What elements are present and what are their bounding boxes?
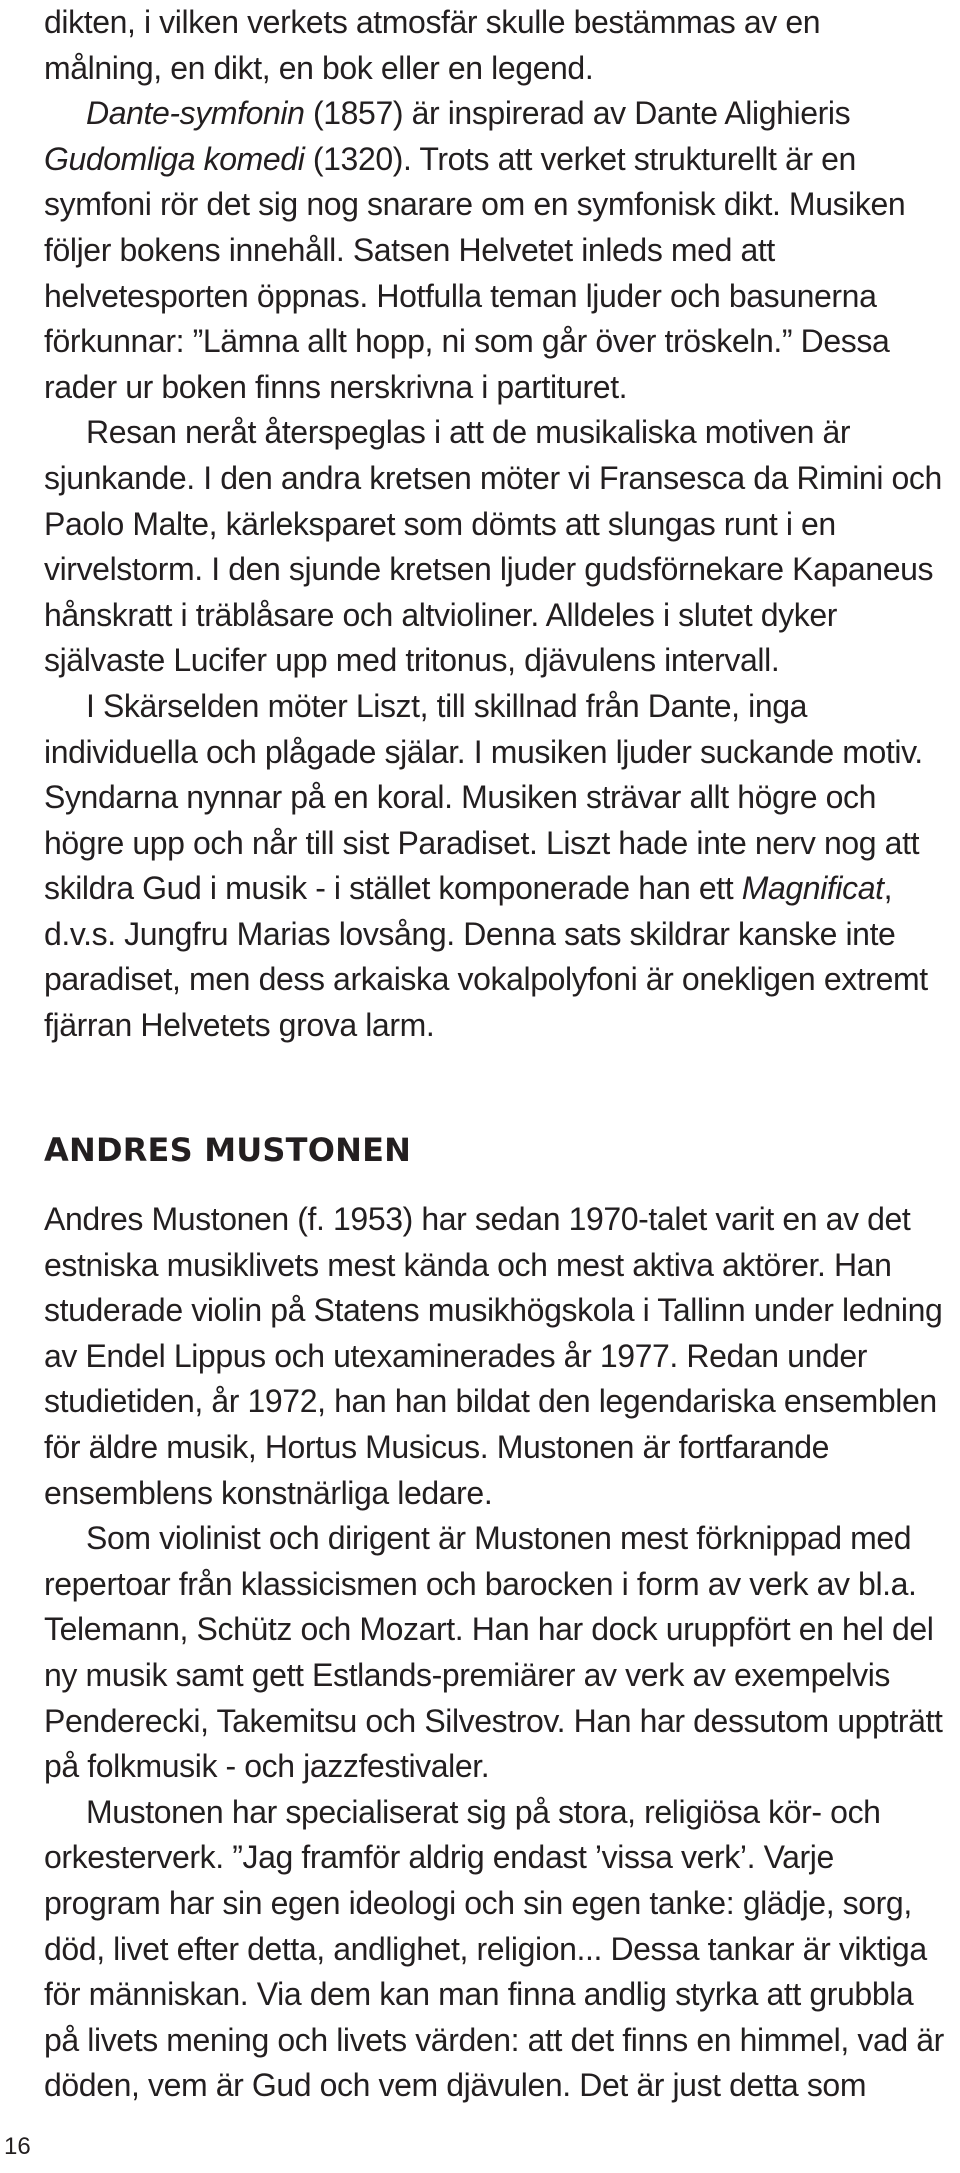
page-number: 16 bbox=[4, 2133, 31, 2160]
section-heading: ANDRES MUSTONEN bbox=[44, 1131, 412, 1169]
liszt-text-section bbox=[44, 0, 944, 1049]
paragraph-1: Andres Mustonen (f. 1953) har sedan 1970-talet varit en av det estniska musiklivets mest kända och mest aktiva aktörer. Han studerade violin på Statens musikhögskola i Tallinn under ledning av Endel Lippus och utexaminerades år 1977. Redan under studietiden, år 1972, han han bildat den legendariska ensemblen för äldre musik, Hortus Musicus. Mustonen är fortfarande ensemblens konstnärliga ledare. bbox=[44, 1201, 943, 1511]
work-title: Gudomliga komedi bbox=[44, 140, 305, 177]
paragraph-2: Som violinist och dirigent är Mustonen mest förknippad med repertoar från klassicismen och barocken i form av verk av bl.a. Telemann, Schütz och Mozart. Han har dock uruppfört en hel del ny musik samt gett Estlands-premiärer av verk av exempelvis Penderecki, Takemitsu och Silvestrov. Han har dessutom uppträtt på folkmusik - och jazzfestivaler. bbox=[44, 1520, 943, 1785]
work-title: Dante-symfonin bbox=[86, 95, 305, 132]
paragraph-3: Resan neråt återspeglas i att de musikaliska motiven är sjunkande. I den andra kretsen möter vi Fransesca da Rimini och Paolo Malte, kärleksparet som dömts att slungas runt i en virvelstorm. I den sjunde kretsen ljuder gudsförnekare Kapaneus hånskratt i träblåsare och altvioliner. Alldeles i slutet dyker självaste Lucifer upp med tritonus, djävulens intervall. bbox=[44, 414, 942, 679]
paragraph-3: Mustonen har specialiserat sig på stora, religiösa kör- och orkesterverk. ”Jag framför aldrig endast ’vissa verk’. Varje program har sin egen ideologi och sin egen tanke: glädje, sorg, död, livet efter detta, andlighet, religion... Dessa tankar är viktiga för människan. Via dem kan man finna andlig styrka att grubbla på livets mening och livets värden: att det finns en himmel, vad är döden, vem är Gud och vem djävulen. Det är just detta som bbox=[44, 1793, 944, 2104]
paragraph-4: I Skärselden möter Liszt, till skillnad från Dante, inga individuella och plågade själar. I musiken ljuder suckande motiv. Syndarna nynnar på en koral. Musiken strävar allt högre och högre upp och når till sist Paradiset. Liszt hade inte nerv nog att skildra Gud i musik - i stället komponerade han ett Magnificat, d.v.s. Jungfru Marias lovsång. Denna sats skildrar kanske inte paradiset, men dess arkaiska vokalpolyfoni är onekligen extremt fjärran Helvetets grova larm. bbox=[44, 687, 928, 1044]
work-title: Magnificat bbox=[741, 870, 884, 907]
paragraph-2: Dante-symfonin (1857) är inspirerad av Dante Alighieris Gudomliga komedi (1320). Trots att verket strukturellt är en symfoni rör det sig nog snarare om en symfonisk dikt. Musiken följer bokens innehåll. Satsen Helvetet inleds med att helvetesporten öppnas. Hotfulla teman ljuder och basunerna förkunnar: ”Lämna allt hopp, ni som går över tröskeln.” Dessa rader ur boken finns nerskrivna i partituret. bbox=[44, 95, 906, 405]
biography-section bbox=[44, 1197, 944, 2109]
paragraph-1: dikten, i vilken verkets atmosfär skulle bestämmas av en målning, en dikt, en bok eller en legend. bbox=[44, 4, 821, 86]
